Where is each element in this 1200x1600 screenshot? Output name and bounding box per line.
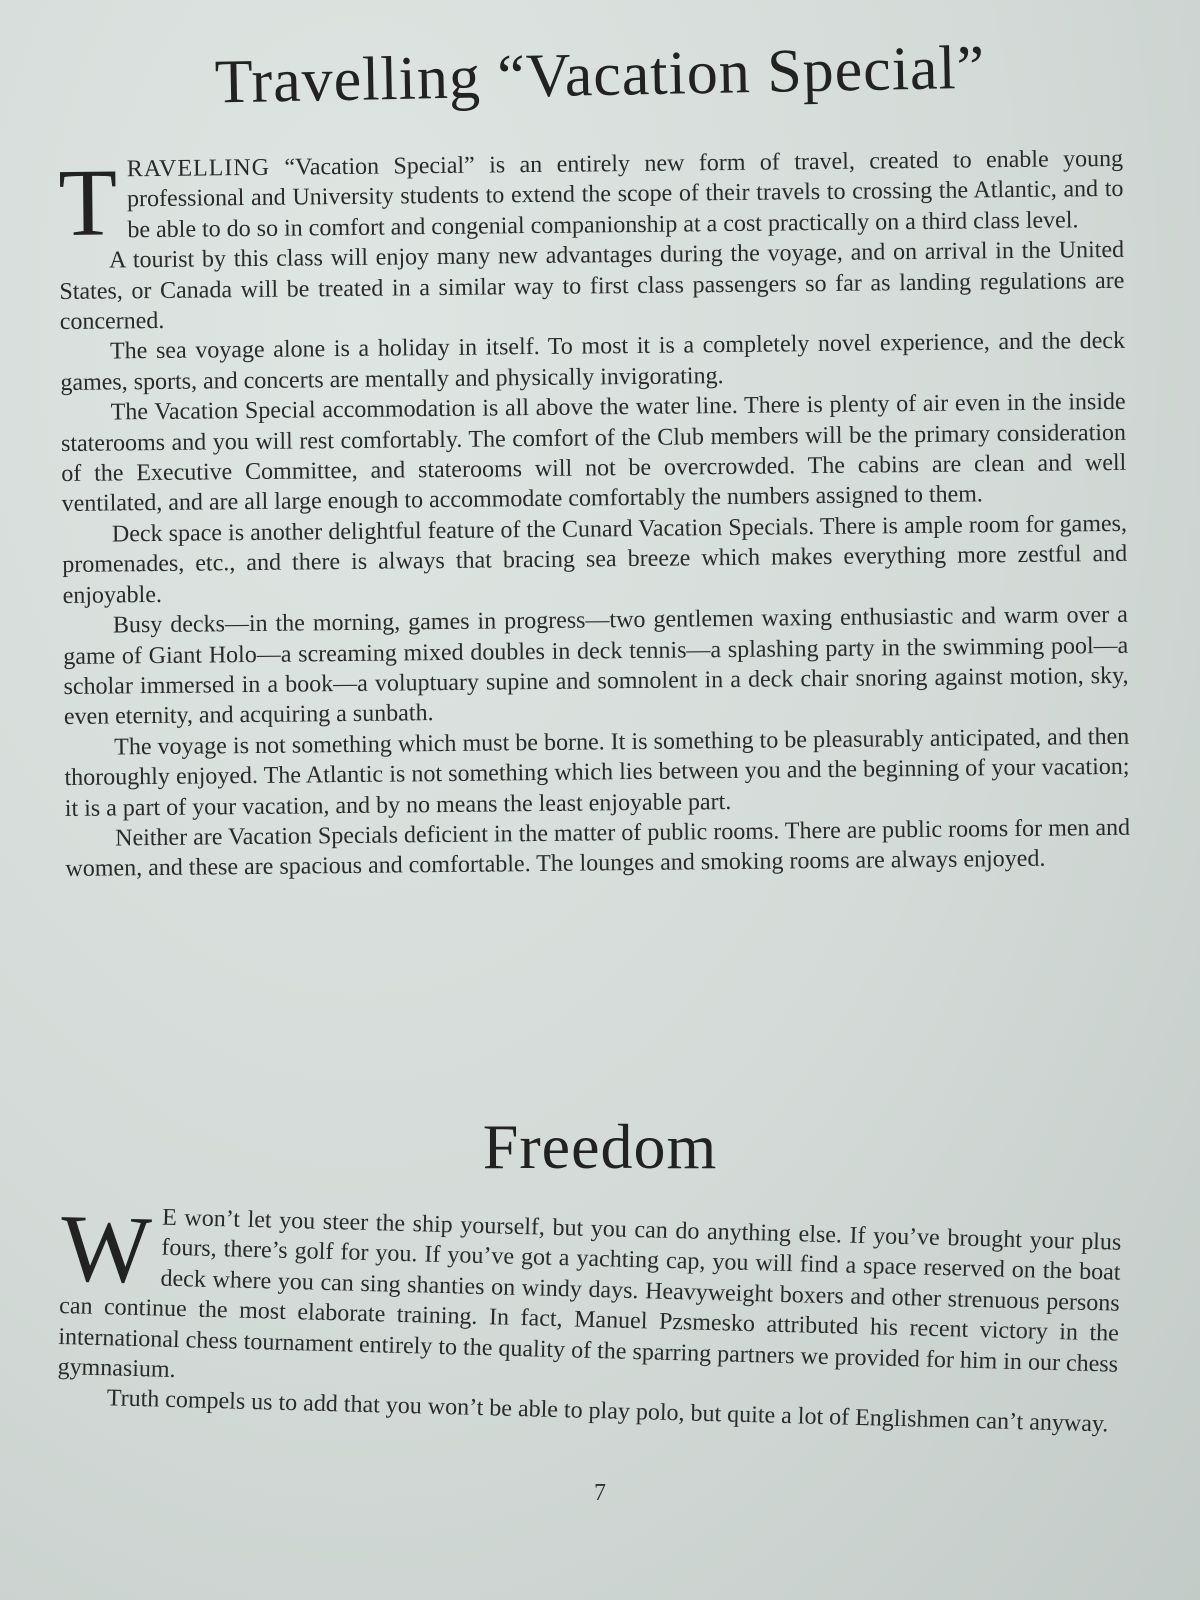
section-travelling xyxy=(58,144,1131,885)
body-paragraph: Busy decks—in the morning, games in progress—two gentlemen waxing enthusiastic and warm over a game of Giant Holo—a screaming mixed doubles in deck tennis—a splashing party in the swimming pool—a scholar immersed in a book—a voluptuary supine and somnolent in a deck chair snoring against motion, sky, even eternity, and acquiring a sunbath. xyxy=(63,601,1129,731)
body-paragraph: A tourist by this class will enjoy many new advantages during the voyage, and on arrival in the United States, or Canada will be treated in a similar way to first class passengers so far as landing regulations are concerned. xyxy=(59,237,1125,336)
body-paragraph: Deck space is another delightful feature of the Cunard Vacation Specials. There is ample room for games, promenades, etc., and there is always that bracing sea breeze which makes everything more zestful and enjoyable. xyxy=(62,510,1128,609)
freedom-lead-caps: E xyxy=(161,1204,178,1232)
body-paragraph: The Vacation Special accommodation is all above the water line. There is plenty of air even in the inside staterooms and you will rest comfortably. The comfort of the Club members will be the primary consideration of the Executive Committee, and staterooms will not be overcrowded. The cabins are clean and well ventilated, and are all large enough to accommodate comfortably the numbers assigned to them. xyxy=(60,389,1127,518)
section-title-travelling: Travelling “Vacation Special” xyxy=(214,33,986,117)
section-title-freedom: Freedom xyxy=(482,1111,718,1182)
drop-cap-t: T xyxy=(57,148,118,256)
body-paragraph: Neither are Vacation Specials deficient in the matter of public rooms. There are public rooms for men and women, and these are spacious and comfortable. The lounges and smoking rooms are always enjoyed. xyxy=(65,814,1131,883)
intro-paragraph xyxy=(57,144,1124,256)
freedom-intro-paragraph xyxy=(57,1194,1122,1410)
body-paragraph: The sea voyage alone is a holiday in itself. To most it is a completely novel experience, and the deck games, sports, and concerts are mentally and physically invigorating. xyxy=(60,328,1126,396)
drop-cap-w: W xyxy=(59,1194,153,1304)
page-number: 7 xyxy=(594,1480,606,1506)
body-paragraph: The voyage is not something which must be borne. It is something to be pleasurably anticipated, and then thoroughly enjoyed. The Atlantic is not something which lies between you and the beginning of your vacation; it is a part of your vacation, and by no means the least enjoyable part. xyxy=(64,723,1130,822)
section-freedom xyxy=(56,1194,1122,1441)
body-paragraph: Truth compels us to add that you won’t be able to play polo, but quite a lot of Englishmen can’t anyway. xyxy=(106,1385,1109,1438)
intro-lead-caps: RAVELLING xyxy=(126,154,271,183)
freedom-lead-text: won’t let you steer the ship yourself, but you can do anything else. If you’ve brought your plus fours, there’s golf for you. If you’ve got a yachting cap, you will find a space reserved on the boat deck where you can sing shanties on windy days. Heavyweight boxers and other strenuous persons can continue the most elaborate training. In fact, Manuel Pzsmesko attributed his recent victory in the international chess tournament entirely to the quality of the sparring partners we provided for him in our chess gymnasium. xyxy=(57,1205,1122,1384)
intro-lead-text: “Vacation Special” is an entirely new form of travel, created to enable young professional and University students to extend the scope of their travels to crossing the Atlantic, and to be able to do so in comfort and congenial companionship at a cost practically on a third class level. xyxy=(126,145,1124,244)
